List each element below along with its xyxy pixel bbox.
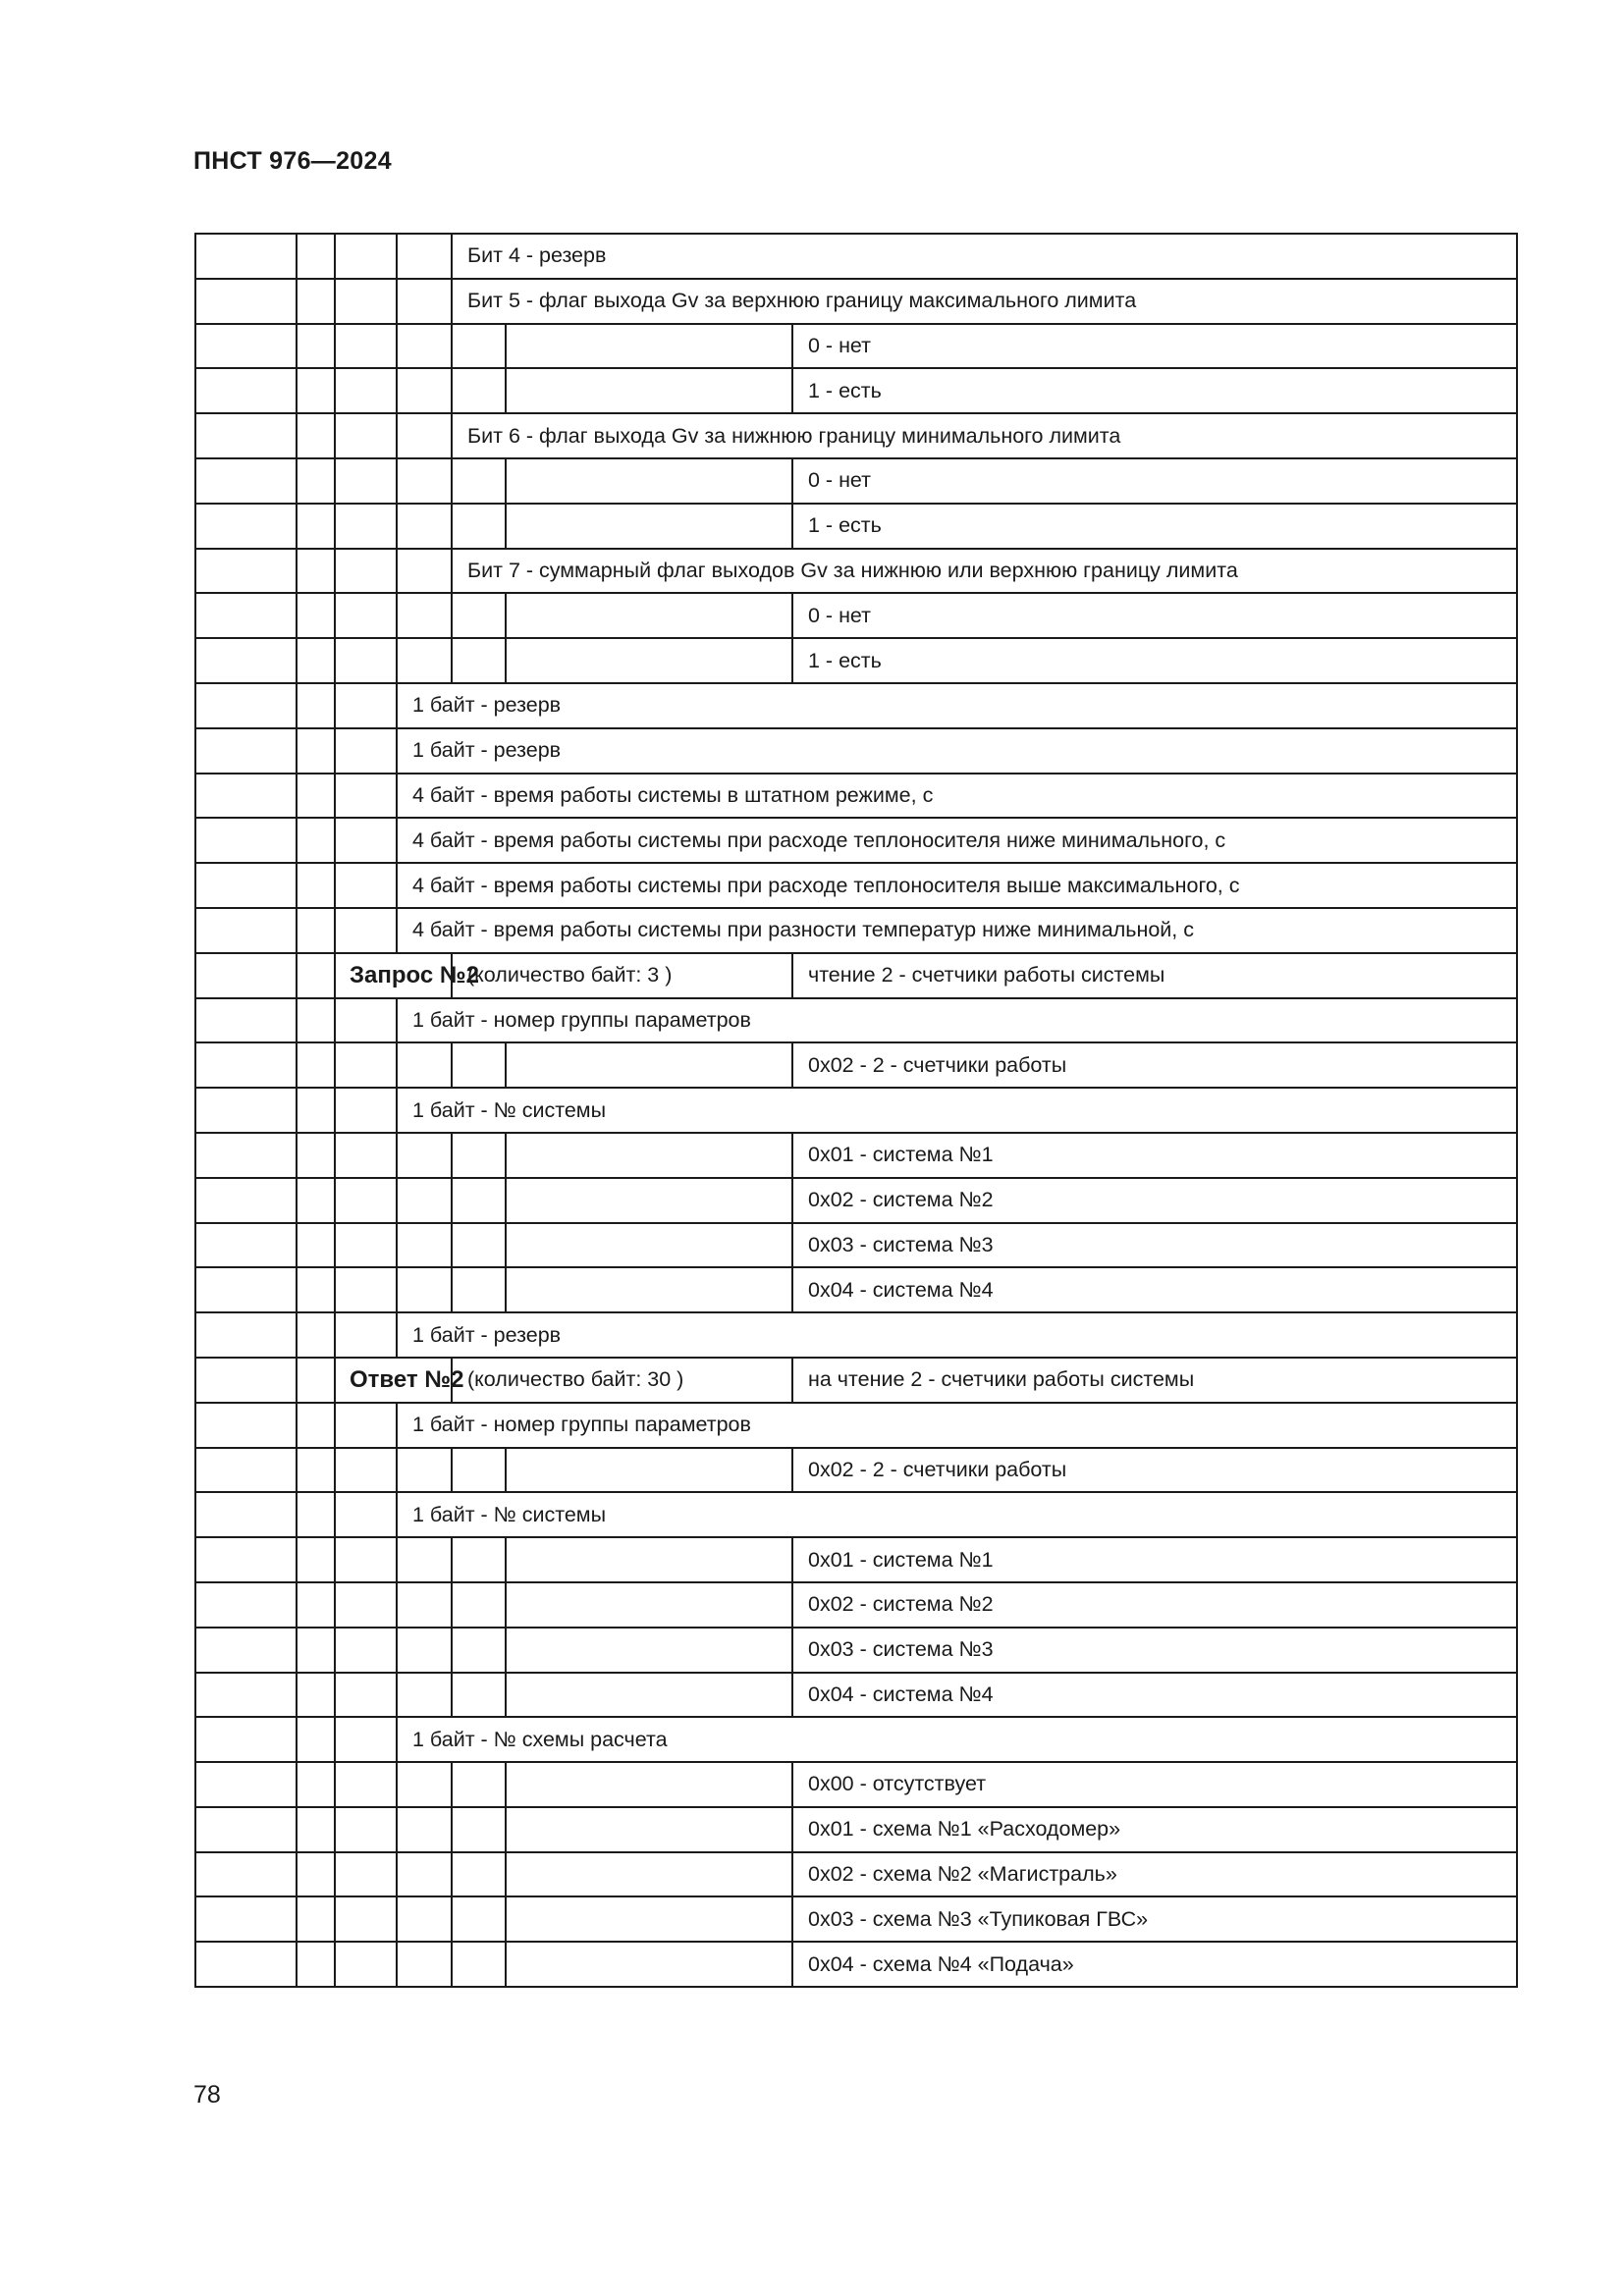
table-cell-empty bbox=[397, 368, 452, 413]
table-cell-empty bbox=[452, 1896, 506, 1942]
byte-row bbox=[195, 998, 1517, 1043]
table-cell-empty bbox=[335, 908, 397, 953]
table-cell-empty bbox=[297, 1178, 335, 1223]
table-cell-empty bbox=[297, 1312, 335, 1358]
table-cell-text: 0x02 - схема №2 «Магистраль» bbox=[792, 1852, 1517, 1897]
table-cell-empty bbox=[297, 1492, 335, 1537]
table-cell-empty bbox=[195, 368, 297, 413]
table-cell-empty bbox=[335, 1223, 397, 1268]
value-row bbox=[195, 638, 1517, 683]
table-cell-empty bbox=[397, 413, 452, 458]
table-cell-empty bbox=[195, 1852, 297, 1897]
byte-row bbox=[195, 908, 1517, 953]
table-cell-empty bbox=[397, 1628, 452, 1673]
table-cell-empty bbox=[397, 638, 452, 683]
table-cell-empty bbox=[297, 1942, 335, 1987]
table-cell-empty bbox=[195, 863, 297, 908]
table-cell-text: 0 - нет bbox=[792, 324, 1517, 369]
table-cell-empty bbox=[195, 234, 297, 279]
table-cell-empty bbox=[195, 1223, 297, 1268]
table-cell-empty bbox=[297, 1088, 335, 1133]
table-cell-text: Бит 7 - суммарный флаг выходов Gv за нижнюю или верхнюю границу лимита bbox=[452, 549, 1517, 594]
table-cell-empty bbox=[195, 593, 297, 638]
value-row bbox=[195, 1223, 1517, 1268]
table-cell-text: чтение 2 - счетчики работы системы bbox=[792, 953, 1517, 998]
table-cell-empty bbox=[195, 908, 297, 953]
table-cell-empty bbox=[506, 1582, 792, 1628]
table-cell-empty bbox=[297, 1448, 335, 1493]
table-cell-empty bbox=[506, 1673, 792, 1718]
table-cell-empty bbox=[335, 324, 397, 369]
table-cell-empty bbox=[335, 1807, 397, 1852]
table-cell-text: Бит 4 - резерв bbox=[452, 234, 1517, 279]
table-cell-text: 1 байт - № схемы расчета bbox=[397, 1717, 1517, 1762]
table-cell-empty bbox=[297, 234, 335, 279]
table-cell-empty bbox=[506, 638, 792, 683]
table-cell-empty bbox=[452, 1133, 506, 1178]
table-cell-text: 0x01 - схема №1 «Расходомер» bbox=[792, 1807, 1517, 1852]
table-cell-empty bbox=[506, 1852, 792, 1897]
table-cell-text: (количество байт: 30 ) bbox=[452, 1358, 792, 1403]
table-cell-text: 1 байт - номер группы параметров bbox=[397, 1403, 1517, 1448]
table-cell-empty bbox=[335, 818, 397, 863]
table-cell-empty bbox=[506, 1223, 792, 1268]
table-cell-empty bbox=[397, 504, 452, 549]
table-cell-empty bbox=[195, 1088, 297, 1133]
table-cell-empty bbox=[506, 504, 792, 549]
table-cell-empty bbox=[335, 1762, 397, 1807]
table-cell-empty bbox=[452, 1537, 506, 1582]
value-row bbox=[195, 1807, 1517, 1852]
byte-row bbox=[195, 728, 1517, 774]
table-cell-empty bbox=[297, 1358, 335, 1403]
table-cell-empty bbox=[297, 1628, 335, 1673]
table-cell-text: 0x04 - система №4 bbox=[792, 1267, 1517, 1312]
table-cell-empty bbox=[195, 1358, 297, 1403]
table-cell-empty bbox=[195, 1628, 297, 1673]
table-cell-empty bbox=[506, 1448, 792, 1493]
table-cell-empty bbox=[335, 1582, 397, 1628]
byte-row bbox=[195, 863, 1517, 908]
table-cell-empty bbox=[335, 683, 397, 728]
table-cell-text: 0x01 - система №1 bbox=[792, 1133, 1517, 1178]
table-cell-empty bbox=[335, 1717, 397, 1762]
table-cell-empty bbox=[195, 1042, 297, 1088]
table-cell-text: Ответ №2 bbox=[335, 1358, 452, 1403]
table-cell-empty bbox=[452, 1673, 506, 1718]
table-cell-empty bbox=[297, 593, 335, 638]
table-cell-empty bbox=[452, 324, 506, 369]
bit-row bbox=[195, 413, 1517, 458]
table-cell-empty bbox=[195, 1403, 297, 1448]
table-cell-empty bbox=[195, 953, 297, 998]
page-number: 78 bbox=[193, 2081, 221, 2109]
table-cell-empty bbox=[335, 998, 397, 1043]
table-cell-empty bbox=[195, 549, 297, 594]
table-cell-empty bbox=[195, 1267, 297, 1312]
table-cell-empty bbox=[506, 368, 792, 413]
table-cell-empty bbox=[335, 368, 397, 413]
table-cell-empty bbox=[506, 1178, 792, 1223]
table-cell-empty bbox=[452, 368, 506, 413]
table-cell-empty bbox=[335, 458, 397, 504]
table-cell-text: 1 байт - резерв bbox=[397, 728, 1517, 774]
table-cell-empty bbox=[195, 1582, 297, 1628]
table-cell-text: 4 байт - время работы системы при разности температур ниже минимальной, с bbox=[397, 908, 1517, 953]
table-cell-empty bbox=[297, 638, 335, 683]
table-cell-empty bbox=[335, 1896, 397, 1942]
table-cell-empty bbox=[297, 818, 335, 863]
table-cell-text: 4 байт - время работы системы при расходе теплоносителя ниже минимального, с bbox=[397, 818, 1517, 863]
table-cell-empty bbox=[335, 593, 397, 638]
table-cell-empty bbox=[397, 1537, 452, 1582]
table-cell-text: 0x03 - система №3 bbox=[792, 1628, 1517, 1673]
table-cell-empty bbox=[195, 774, 297, 819]
table-cell-empty bbox=[195, 1942, 297, 1987]
table-cell-empty bbox=[506, 1762, 792, 1807]
table-cell-text: 1 - есть bbox=[792, 638, 1517, 683]
table-cell-empty bbox=[506, 593, 792, 638]
table-cell-empty bbox=[195, 1448, 297, 1493]
table-cell-empty bbox=[397, 234, 452, 279]
table-cell-text: 1 байт - № системы bbox=[397, 1492, 1517, 1537]
table-cell-empty bbox=[506, 458, 792, 504]
table-cell-empty bbox=[335, 863, 397, 908]
table-cell-empty bbox=[297, 683, 335, 728]
table-cell-empty bbox=[506, 1133, 792, 1178]
table-cell-empty bbox=[506, 1628, 792, 1673]
table-cell-empty bbox=[506, 1537, 792, 1582]
table-cell-empty bbox=[452, 1042, 506, 1088]
table-cell-empty bbox=[195, 458, 297, 504]
table-cell-empty bbox=[335, 1852, 397, 1897]
table-cell-empty bbox=[335, 1403, 397, 1448]
table-cell-text: (количество байт: 3 ) bbox=[452, 953, 792, 998]
table-cell-empty bbox=[195, 638, 297, 683]
table-cell-empty bbox=[397, 1133, 452, 1178]
byte-row bbox=[195, 1403, 1517, 1448]
table-cell-text: Бит 5 - флаг выхода Gv за верхнюю границу максимального лимита bbox=[452, 279, 1517, 324]
table-cell-empty bbox=[297, 413, 335, 458]
table-cell-empty bbox=[335, 1673, 397, 1718]
value-row bbox=[195, 504, 1517, 549]
table-cell-empty bbox=[397, 1762, 452, 1807]
table-cell-empty bbox=[452, 504, 506, 549]
table-cell-text: 1 - есть bbox=[792, 504, 1517, 549]
value-row bbox=[195, 1267, 1517, 1312]
byte-row bbox=[195, 683, 1517, 728]
table-cell-empty bbox=[397, 1178, 452, 1223]
table-cell-empty bbox=[335, 728, 397, 774]
table-cell-empty bbox=[452, 1267, 506, 1312]
table-cell-empty bbox=[335, 413, 397, 458]
table-cell-empty bbox=[335, 234, 397, 279]
value-row bbox=[195, 368, 1517, 413]
table-cell-empty bbox=[195, 998, 297, 1043]
table-cell-empty bbox=[297, 504, 335, 549]
table-cell-empty bbox=[297, 863, 335, 908]
table-cell-empty bbox=[195, 1537, 297, 1582]
table-cell-empty bbox=[506, 324, 792, 369]
bit-row bbox=[195, 234, 1517, 279]
table-cell-empty bbox=[195, 1807, 297, 1852]
table-cell-empty bbox=[335, 1042, 397, 1088]
table-cell-empty bbox=[397, 549, 452, 594]
table-cell-empty bbox=[397, 1223, 452, 1268]
table-cell-empty bbox=[195, 279, 297, 324]
table-cell-empty bbox=[397, 324, 452, 369]
table-cell-empty bbox=[335, 549, 397, 594]
table-cell-empty bbox=[397, 458, 452, 504]
request-2-header-row bbox=[195, 953, 1517, 998]
table-cell-text: Бит 6 - флаг выхода Gv за нижнюю границу минимального лимита bbox=[452, 413, 1517, 458]
table-cell-empty bbox=[297, 1582, 335, 1628]
table-cell-empty bbox=[195, 1178, 297, 1223]
table-cell-empty bbox=[506, 1042, 792, 1088]
table-cell-empty bbox=[397, 1807, 452, 1852]
table-cell-empty bbox=[195, 1762, 297, 1807]
table-cell-empty bbox=[297, 1403, 335, 1448]
table-cell-empty bbox=[452, 638, 506, 683]
table-cell-empty bbox=[297, 368, 335, 413]
table-cell-empty bbox=[297, 953, 335, 998]
table-cell-empty bbox=[452, 458, 506, 504]
table-cell-empty bbox=[195, 1492, 297, 1537]
table-cell-empty bbox=[297, 458, 335, 504]
table-cell-empty bbox=[195, 504, 297, 549]
table-cell-empty bbox=[452, 1852, 506, 1897]
table-cell-text: 0x03 - система №3 bbox=[792, 1223, 1517, 1268]
table-cell-empty bbox=[195, 1133, 297, 1178]
table-cell-empty bbox=[335, 279, 397, 324]
table-cell-empty bbox=[397, 593, 452, 638]
table-cell-empty bbox=[335, 774, 397, 819]
table-cell-empty bbox=[297, 774, 335, 819]
table-cell-text: 0x02 - 2 - счетчики работы bbox=[792, 1042, 1517, 1088]
table-cell-text: 4 байт - время работы системы в штатном режиме, с bbox=[397, 774, 1517, 819]
table-cell-text: 1 байт - номер группы параметров bbox=[397, 998, 1517, 1043]
table-cell-text: 0x02 - 2 - счетчики работы bbox=[792, 1448, 1517, 1493]
table-cell-text: 0x02 - система №2 bbox=[792, 1582, 1517, 1628]
table-cell-empty bbox=[506, 1896, 792, 1942]
value-row bbox=[195, 1582, 1517, 1628]
value-row bbox=[195, 458, 1517, 504]
table-cell-empty bbox=[297, 549, 335, 594]
byte-row bbox=[195, 1717, 1517, 1762]
byte-row bbox=[195, 1088, 1517, 1133]
table-cell-text: на чтение 2 - счетчики работы системы bbox=[792, 1358, 1517, 1403]
table-cell-empty bbox=[297, 1673, 335, 1718]
table-cell-empty bbox=[297, 1762, 335, 1807]
table-cell-empty bbox=[506, 1942, 792, 1987]
table-cell-text: 0x00 - отсутствует bbox=[792, 1762, 1517, 1807]
table-cell-empty bbox=[195, 1896, 297, 1942]
table-cell-empty bbox=[452, 1448, 506, 1493]
table-cell-empty bbox=[452, 1807, 506, 1852]
table-cell-empty bbox=[335, 1178, 397, 1223]
table-cell-empty bbox=[335, 504, 397, 549]
value-row bbox=[195, 324, 1517, 369]
table-cell-text: 0x04 - схема №4 «Подача» bbox=[792, 1942, 1517, 1987]
table-cell-text: 1 байт - резерв bbox=[397, 683, 1517, 728]
table-cell-empty bbox=[297, 998, 335, 1043]
value-row bbox=[195, 1537, 1517, 1582]
table-cell-empty bbox=[397, 1896, 452, 1942]
table-cell-empty bbox=[335, 1942, 397, 1987]
table-cell-empty bbox=[452, 1762, 506, 1807]
table-cell-empty bbox=[297, 279, 335, 324]
bit-row bbox=[195, 279, 1517, 324]
table-cell-empty bbox=[335, 1267, 397, 1312]
byte-row bbox=[195, 1312, 1517, 1358]
table-cell-empty bbox=[397, 1267, 452, 1312]
value-row bbox=[195, 1448, 1517, 1493]
value-row bbox=[195, 1628, 1517, 1673]
byte-row bbox=[195, 1492, 1517, 1537]
table-cell-text: 0x03 - схема №3 «Тупиковая ГВС» bbox=[792, 1896, 1517, 1942]
table-cell-text: 1 байт - резерв bbox=[397, 1312, 1517, 1358]
table-cell-empty bbox=[452, 1178, 506, 1223]
table-cell-empty bbox=[397, 1673, 452, 1718]
table-cell-empty bbox=[335, 1312, 397, 1358]
table-cell-empty bbox=[335, 1088, 397, 1133]
table-cell-empty bbox=[297, 1133, 335, 1178]
table-cell-empty bbox=[297, 1717, 335, 1762]
table-cell-empty bbox=[452, 1942, 506, 1987]
table-cell-text: Запрос №2 bbox=[335, 953, 452, 998]
table-cell-empty bbox=[397, 1852, 452, 1897]
value-row bbox=[195, 1673, 1517, 1718]
table-cell-empty bbox=[335, 1537, 397, 1582]
table-cell-empty bbox=[397, 1042, 452, 1088]
value-row bbox=[195, 1852, 1517, 1897]
table-cell-empty bbox=[397, 1582, 452, 1628]
table-cell-text: 0x02 - система №2 bbox=[792, 1178, 1517, 1223]
table-cell-empty bbox=[397, 1448, 452, 1493]
table-cell-empty bbox=[195, 413, 297, 458]
table-cell-empty bbox=[195, 728, 297, 774]
table-cell-empty bbox=[297, 908, 335, 953]
table-cell-empty bbox=[195, 1717, 297, 1762]
table-cell-empty bbox=[335, 638, 397, 683]
table-cell-empty bbox=[452, 1582, 506, 1628]
table-cell-empty bbox=[297, 1223, 335, 1268]
byte-row bbox=[195, 774, 1517, 819]
table-cell-text: 0 - нет bbox=[792, 593, 1517, 638]
table-cell-empty bbox=[297, 1852, 335, 1897]
table-cell-empty bbox=[297, 1267, 335, 1312]
table-cell-text: 0x01 - система №1 bbox=[792, 1537, 1517, 1582]
table-cell-empty bbox=[335, 1448, 397, 1493]
table-cell-empty bbox=[506, 1807, 792, 1852]
table-cell-text: 1 - есть bbox=[792, 368, 1517, 413]
table-cell-empty bbox=[397, 279, 452, 324]
table-cell-empty bbox=[335, 1492, 397, 1537]
value-row bbox=[195, 593, 1517, 638]
table-cell-empty bbox=[195, 324, 297, 369]
bit-row bbox=[195, 549, 1517, 594]
byte-row bbox=[195, 818, 1517, 863]
table-cell-empty bbox=[506, 1267, 792, 1312]
table-cell-empty bbox=[452, 1223, 506, 1268]
table-cell-empty bbox=[195, 818, 297, 863]
table-cell-empty bbox=[297, 728, 335, 774]
document-header: ПНСТ 976—2024 bbox=[193, 147, 392, 175]
table-cell-empty bbox=[397, 1942, 452, 1987]
table-cell-empty bbox=[195, 1312, 297, 1358]
table-cell-empty bbox=[195, 683, 297, 728]
table-cell-empty bbox=[195, 1673, 297, 1718]
table-cell-empty bbox=[297, 1896, 335, 1942]
protocol-table-body bbox=[195, 234, 1517, 1987]
table-cell-empty bbox=[297, 1807, 335, 1852]
table-cell-empty bbox=[335, 1628, 397, 1673]
table-cell-text: 1 байт - № системы bbox=[397, 1088, 1517, 1133]
table-cell-text: 0 - нет bbox=[792, 458, 1517, 504]
value-row bbox=[195, 1133, 1517, 1178]
value-row bbox=[195, 1942, 1517, 1987]
table-cell-empty bbox=[297, 1537, 335, 1582]
table-cell-empty bbox=[297, 1042, 335, 1088]
protocol-table bbox=[194, 233, 1518, 1988]
answer-2-header-row bbox=[195, 1358, 1517, 1403]
table-cell-text: 4 байт - время работы системы при расходе теплоносителя выше максимального, с bbox=[397, 863, 1517, 908]
table-cell-empty bbox=[452, 1628, 506, 1673]
value-row bbox=[195, 1762, 1517, 1807]
table-cell-empty bbox=[452, 593, 506, 638]
value-row bbox=[195, 1896, 1517, 1942]
value-row bbox=[195, 1042, 1517, 1088]
table-cell-text: 0x04 - система №4 bbox=[792, 1673, 1517, 1718]
value-row bbox=[195, 1178, 1517, 1223]
table-cell-empty bbox=[335, 1133, 397, 1178]
table-cell-empty bbox=[297, 324, 335, 369]
